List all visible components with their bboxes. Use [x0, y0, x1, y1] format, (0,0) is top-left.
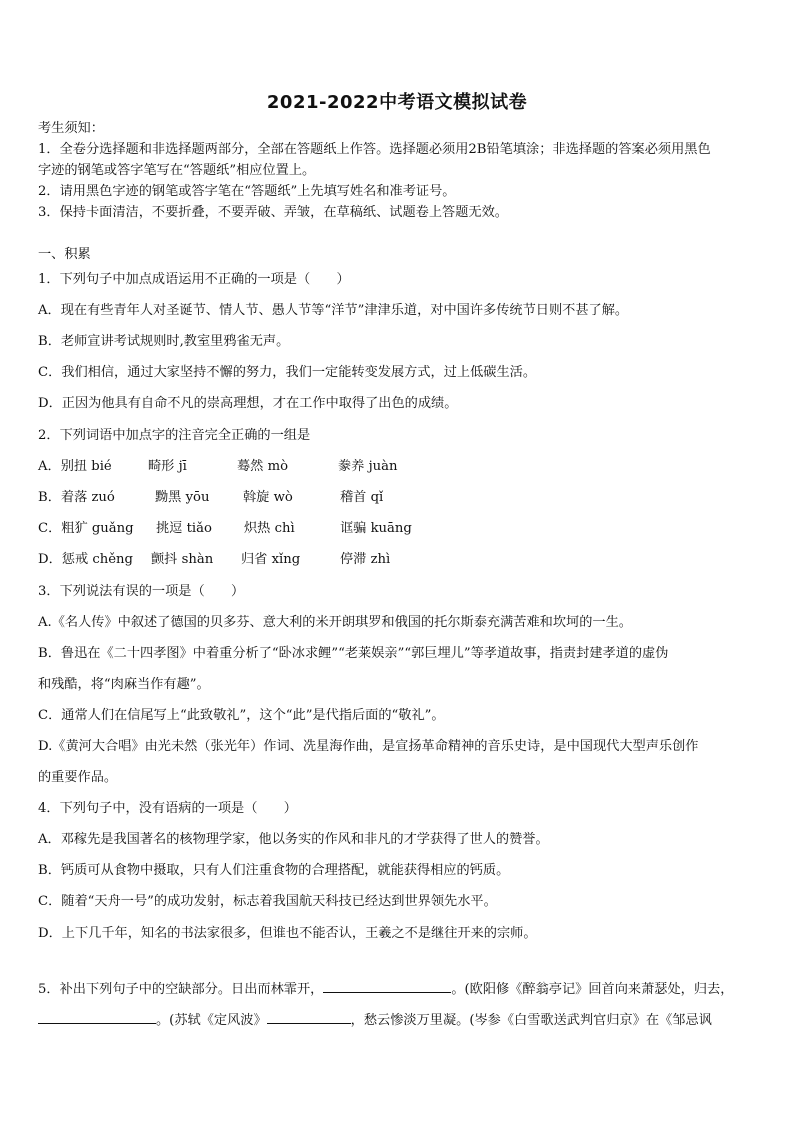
question-3-option-a: A.《名人传》中叙述了德国的贝多芬、意大利的米开朗琪罗和俄国的托尔斯泰充满苦难和坎坷的一生。: [38, 615, 632, 630]
word-pinyin: 归省 xǐng: [241, 552, 301, 567]
question-5-text: 。(苏轼《定风波》: [156, 1013, 267, 1028]
word-pinyin: C．粗犷 guǎng: [38, 521, 134, 536]
word-pinyin: 诓骗 kuāng: [340, 521, 412, 536]
question-1-option-b: B．老师宣讲考试规则时,教室里鸦雀无声。: [38, 334, 290, 349]
word-pinyin: B．着落 zuó: [38, 490, 115, 505]
question-4-stem: 4．下列句子中，没有语病的一项是（ ）: [38, 801, 297, 816]
notice-line: 字迹的钢笔或答字笔写在“答题纸”相应位置上。: [38, 163, 316, 178]
question-1-option-c: C．我们相信，通过大家坚持不懈的努力，我们一定能转变发展方式，过上低碳生活。: [38, 365, 537, 380]
word-pinyin: 稽首 qǐ: [340, 490, 384, 505]
question-2-option-c: [38, 519, 412, 539]
question-5-text: 5．补出下列句子中的空缺部分。日出而林霏开，: [38, 982, 324, 997]
question-5-text: ，愁云惨淡万里凝。(岑参《白雪歌送武判官归京》在《邹忌讽: [350, 1013, 712, 1028]
question-2-stem: 2．下列词语中加点字的注音完全正确的一组是: [38, 428, 311, 443]
word-pinyin: 停滞 zhì: [340, 552, 391, 567]
page-title: 2021-2022中考语文模拟试卷: [266, 92, 528, 113]
notice-line: 2．请用黑色字迹的钢笔或答字笔在“答题纸”上先填写姓名和准考证号。: [38, 184, 456, 199]
answer-blank[interactable]: [267, 1009, 351, 1024]
question-1-option-a: A．现在有些青年人对圣诞节、情人节、愚人节等“洋节”津津乐道，对中国许多传统节日则不甚了解。: [38, 303, 629, 318]
notice-line: 1．全卷分选择题和非选择题两部分，全部在答题纸上作答。选择题必须用2B铅笔填涂；非选择题的答案必须用黑色: [38, 142, 711, 157]
word-pinyin: 挑逗 tiǎo: [156, 521, 212, 536]
question-3-option-d-line2: 的重要作品。: [38, 770, 118, 785]
word-pinyin: D．惩戒 chěng: [38, 552, 133, 567]
notice-line: 3．保持卡面清洁，不要折叠，不要弄破、弄皱，在草稿纸、试题卷上答题无效。: [38, 205, 508, 220]
word-pinyin: 颤抖 shàn: [151, 552, 214, 567]
word-pinyin: 斡旋 wò: [243, 490, 293, 505]
word-pinyin: 畸形 jī: [148, 459, 187, 474]
answer-blank[interactable]: [38, 1009, 156, 1024]
question-3-stem: 3．下列说法有误的一项是（ ）: [38, 584, 245, 599]
question-3-option-c: C．通常人们在信尾写上“此致敬礼”，这个“此”是代指后面的“敬礼”。: [38, 708, 445, 723]
question-5-line2: [38, 1009, 760, 1031]
question-1-stem: 1．下列句子中加点成语运用不正确的一项是（ ）: [38, 272, 350, 287]
notice-block: [38, 118, 760, 223]
notice-heading: 考生须知：: [38, 121, 104, 136]
question-2-option-b: [38, 488, 383, 508]
question-5-line1: [38, 978, 760, 1000]
question-1-option-d: D．正因为他具有自命不凡的崇高理想，才在工作中取得了出色的成绩。: [38, 396, 458, 411]
question-2-option-a: [38, 457, 398, 477]
question-2-option-d: [38, 550, 390, 570]
word-pinyin: A．别扭 bié: [38, 459, 112, 474]
question-3-option-b-line2: 和残酷，将“肉麻当作有趣”。: [38, 677, 210, 692]
question-5-text: 。(欧阳修《醉翁亭记》回首向来萧瑟处，归去，: [451, 982, 734, 997]
question-4-option-d: D．上下几千年，知名的书法家很多，但谁也不能否认，王羲之不是继往开来的宗师。: [38, 926, 537, 941]
question-3-option-d-line1: D.《黄河大合唱》由光未然（张光年）作词、冼星海作曲，是宣扬革命精神的音乐史诗，是中国现代大型声乐创作: [38, 739, 699, 754]
question-4-option-c: C．随着“天舟一号”的成功发射，标志着我国航天科技已经达到世界领先水平。: [38, 894, 497, 909]
question-4-option-b: B．钙质可从食物中摄取，只有人们注重食物的合理搭配，就能获得相应的钙质。: [38, 863, 510, 878]
word-pinyin: 蓦然 mò: [237, 459, 289, 474]
word-pinyin: 豢养 juàn: [338, 459, 398, 474]
question-4-option-a: A．邓稼先是我国著名的核物理学家，他以务实的作风和非凡的才学获得了世人的赞誉。: [38, 832, 549, 847]
question-3-option-b-line1: B．鲁迅在《二十四孝图》中着重分析了“卧冰求鲤”“老莱娱亲”“郭巨埋儿”等孝道故事，指责封建孝道的虚伪: [38, 646, 669, 661]
section-heading: 一、积累: [38, 247, 91, 262]
word-pinyin: 黝黑 yōu: [155, 490, 210, 505]
answer-blank[interactable]: [323, 978, 451, 993]
word-pinyin: 炽热 chì: [244, 521, 295, 536]
